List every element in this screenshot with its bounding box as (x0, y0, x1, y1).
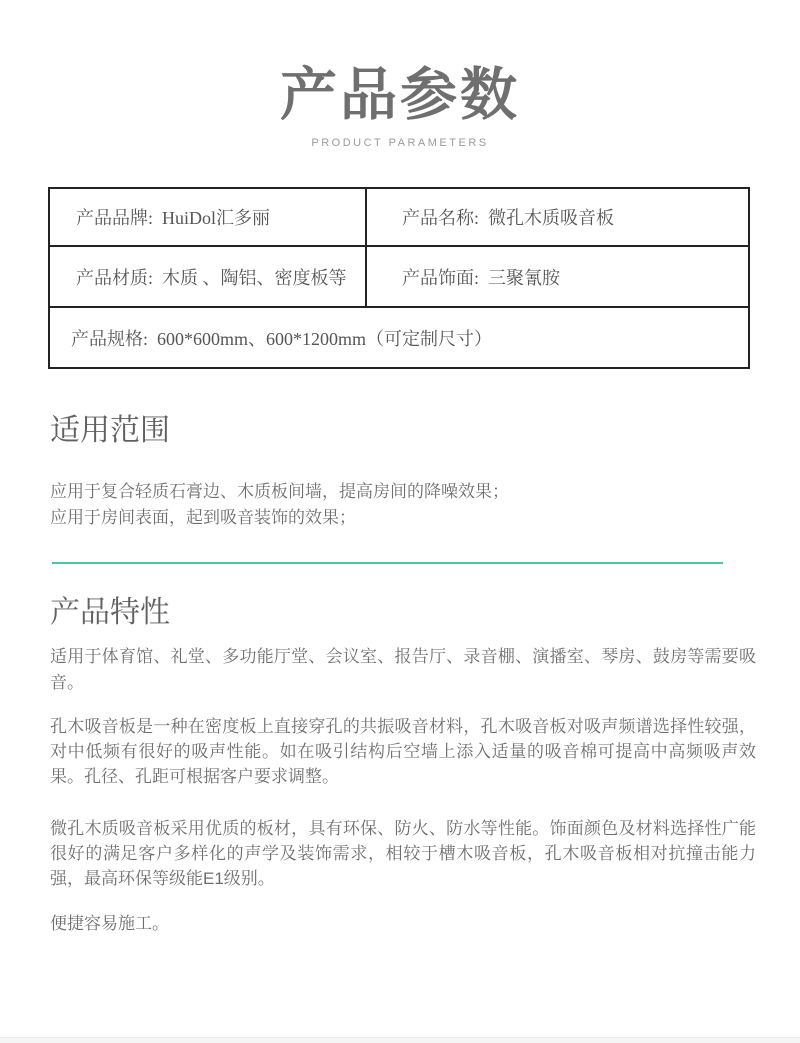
brand-label: 产品品牌: (76, 208, 154, 228)
features-paragraph: 微孔木质吸音板采用优质的板材，具有环保、防火、防水等性能。饰面颜色及材料选择性广能很好的满足客户多样化的声学及装饰需求，相较于槽木吸音板，孔木吸音板相对抗撞击能力强，最高环保等级能E1级别。 (50, 819, 756, 888)
finish-value: 三聚氰胺 (488, 267, 561, 288)
product-name-value: 微孔木质吸音板 (488, 208, 615, 228)
table-row (49, 188, 749, 246)
next-section-edge (0, 1037, 800, 1043)
cell-material (49, 246, 366, 307)
finish-label: 产品饰面: (402, 267, 480, 288)
table-row (49, 307, 749, 368)
scope-line: 应用于房间表面，起到吸音装饰的效果； (50, 508, 356, 527)
spec-table (48, 187, 750, 369)
table-row (49, 246, 749, 307)
scope-section-heading: 适用范围 (50, 414, 170, 447)
features-section-heading: 产品特性 (50, 596, 170, 629)
cell-finish (366, 246, 749, 307)
page-title: 产品参数 (280, 63, 520, 127)
cell-specification (49, 307, 749, 368)
product-name-label: 产品名称: (402, 208, 480, 228)
scope-line: 应用于复合轻质石膏边、木质板间墙，提高房间的降噪效果； (50, 482, 509, 501)
cell-product-name (366, 188, 749, 246)
green-divider (52, 562, 723, 564)
material-value: 木质 、陶铝、密度板等 (162, 267, 347, 288)
specification-value: 600*600mm、600*1200mm（可定制尺寸） (157, 328, 493, 349)
page-subtitle: PRODUCT PARAMETERS (311, 137, 489, 149)
features-paragraph: 适用于体育馆、礼堂、多功能厅堂、会议室、报告厅、录音棚、演播室、琴房、鼓房等需要吸音。 (50, 647, 756, 692)
material-label: 产品材质: (76, 267, 154, 288)
scope-section-body (50, 479, 760, 531)
features-paragraph: 便捷容易施工。 (50, 914, 169, 933)
brand-value: HuiDol汇多丽 (162, 208, 271, 228)
specification-label: 产品规格: (71, 328, 149, 349)
features-paragraph: 孔木吸音板是一种在密度板上直接穿孔的共振吸音材料，孔木吸音板对吸声频谱选择性较强，对中低频有很好的吸声性能。如在吸引结构后空墙上添入适量的吸音棉可提高中高频吸声效果。孔径、孔距可根据客户要求调整。 (50, 717, 756, 786)
cell-brand (49, 188, 366, 246)
